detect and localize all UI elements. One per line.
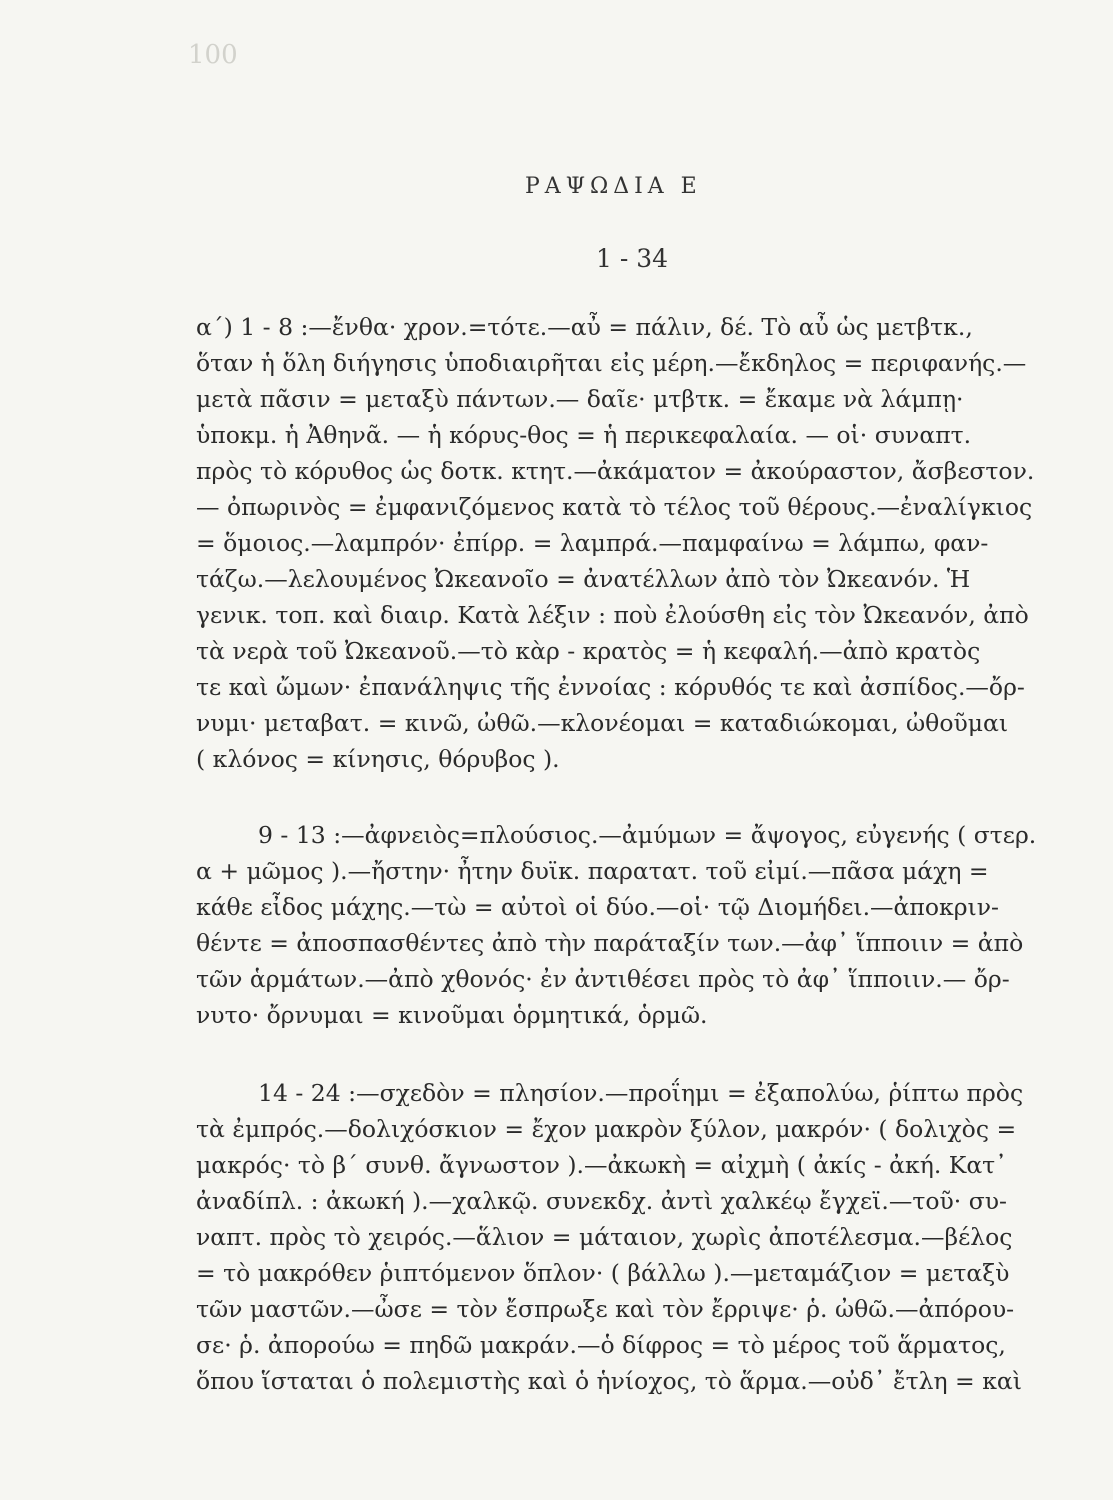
text-line: τάζω.—λελουμένος Ὠκεανοῖο = ἀνατέλλων ἀπὸ τὸν Ὠκεανόν. Ἡ: [196, 565, 971, 593]
text-line: τὰ ἐμπρός.—δολιχόσκιον = ἔχον μακρὸν ξύλον, μακρόν· ( δολιχὸς =: [196, 1115, 1017, 1143]
text-line: κάθε εἶδος μάχης.—τὼ = αὐτοὶ οἱ δύο.—οἱ· τῷ Διομήδει.—ἀποκριν-: [196, 893, 999, 921]
text-line: τῶν ἁρμάτων.—ἀπὸ χθονός· ἐν ἀντιθέσει πρὸς τὸ ἀφ᾽ ἵπποιιν.— ὄρ-: [196, 965, 1010, 993]
text-line: νυμι· μεταβατ. = κινῶ, ὠθῶ.—κλονέομαι = καταδιώκομαι, ὠθοῦμαι: [196, 709, 1009, 737]
text-line: θέντε = ἀποσπασθέντες ἀπὸ τὴν παράταξίν των.—ἀφ᾽ ἵπποιιν = ἀπὸ: [196, 929, 1024, 957]
text-line: α΄) 1 - 8 :—ἔνθα· χρον.=τότε.—αὖ = πάλιν, δέ. Τὸ αὖ ὡς μετβτκ.,: [196, 313, 973, 341]
text-line: νυτο· ὄρνυμαι = κινοῦμαι ὁρμητικά, ὁρμῶ.: [196, 1001, 708, 1029]
text-line: ὅταν ἡ ὅλη διήγησις ὑποδιαιρῆται εἰς μέρη.—ἔκδηλος = περιφανής.—: [196, 349, 1027, 377]
text-line: 14 - 24 :—σχεδὸν = πλησίον.—προΐημι = ἐξαπολύω, ῥίπτω πρὸς: [258, 1079, 1024, 1107]
text-line: γενικ. τοπ. καὶ διαιρ. Κατὰ λέξιν : ποὺ ἐλούσθη εἰς τὸν Ὠκεανόν, ἀπὸ: [196, 601, 1029, 629]
text-line: τῶν μαστῶν.—ὦσε = τὸν ἔσπρωξε καὶ τὸν ἔρριψε· ῥ. ὠθῶ.—ἀπόρου-: [196, 1295, 1015, 1323]
text-line: α + μῶμος ).—ἤστην· ἦτην δυϊκ. παρατατ. τοῦ εἰμί.—πᾶσα μάχη =: [196, 857, 989, 885]
text-line: 9 - 13 :—ἀφνειὸς=πλούσιος.—ἀμύμων = ἄψογος, εὐγενής ( στερ.: [258, 821, 1037, 849]
chapter-title: ΡΑΨΩΔΙΑ Ε: [525, 174, 702, 199]
text-line: ναπτ. πρὸς τὸ χειρός.—ἅλιον = μάταιον, χωρὶς ἀποτέλεσμα.—βέλος: [196, 1223, 1013, 1251]
text-line: τὰ νερὰ τοῦ Ὠκεανοῦ.—τὸ κὰρ - κρατὸς = ἡ κεφαλή.—ἀπὸ κρατὸς: [196, 637, 981, 665]
text-line: ἀναδίπλ. : ἀκωκή ).—χαλκῷ. συνεκδχ. ἀντὶ χαλκέῳ ἔγχεϊ.—τοῦ· συ-: [196, 1187, 1007, 1215]
text-line: = τὸ μακρόθεν ῥιπτόμενον ὅπλον· ( βάλλω ).—μεταμάζιον = μεταξὺ: [196, 1259, 1010, 1287]
text-line: σε· ῥ. ἀπορούω = πηδῶ μακράν.—ὁ δίφρος = τὸ μέρος τοῦ ἅρματος,: [196, 1331, 1006, 1359]
text-line: μετὰ πᾶσιν = μεταξὺ πάντων.— δαῖε· μτβτκ. = ἔκαμε νὰ λάμπῃ·: [196, 385, 964, 413]
text-line: ( κλόνος = κίνησις, θόρυβος ).: [196, 745, 560, 773]
text-line: πρὸς τὸ κόρυθος ὡς δοτκ. κτητ.—ἀκάματον = ἀκούραστον, ἄσβεστον.: [196, 457, 1035, 485]
text-line: ὅπου ἵσταται ὁ πολεμιστὴς καὶ ὁ ἡνίοχος, τὸ ἅρμα.—οὐδ᾽ ἔτλη = καὶ: [196, 1367, 1022, 1395]
text-line: τε καὶ ὤμων· ἐπανάληψις τῆς ἐννοίας : κόρυθός τε καὶ ἀσπίδος.—ὄρ-: [196, 673, 1025, 701]
verse-range-heading: 1 - 34: [596, 244, 669, 273]
text-line: μακρός· τὸ β΄ συνθ. ἄγνωστον ).—ἀκωκὴ = αἰχμὴ ( ἀκίς - ἀκή. Κατ᾽: [196, 1151, 1007, 1179]
text-line: — ὀπωρινὸς = ἐμφανιζόμενος κατὰ τὸ τέλος τοῦ θέρους.—ἐναλίγκιος: [196, 493, 1033, 521]
text-line: = ὅμοιος.—λαμπρόν· ἐπίρρ. = λαμπρά.—παμφαίνω = λάμπω, φαν-: [196, 529, 989, 557]
text-line: ὑποκμ. ἡ Ἀθηνᾶ. — ἡ κόρυς-θος = ἡ περικεφαλαία. — οἱ· συναπτ.: [196, 421, 972, 449]
page-number: 100: [188, 40, 238, 70]
